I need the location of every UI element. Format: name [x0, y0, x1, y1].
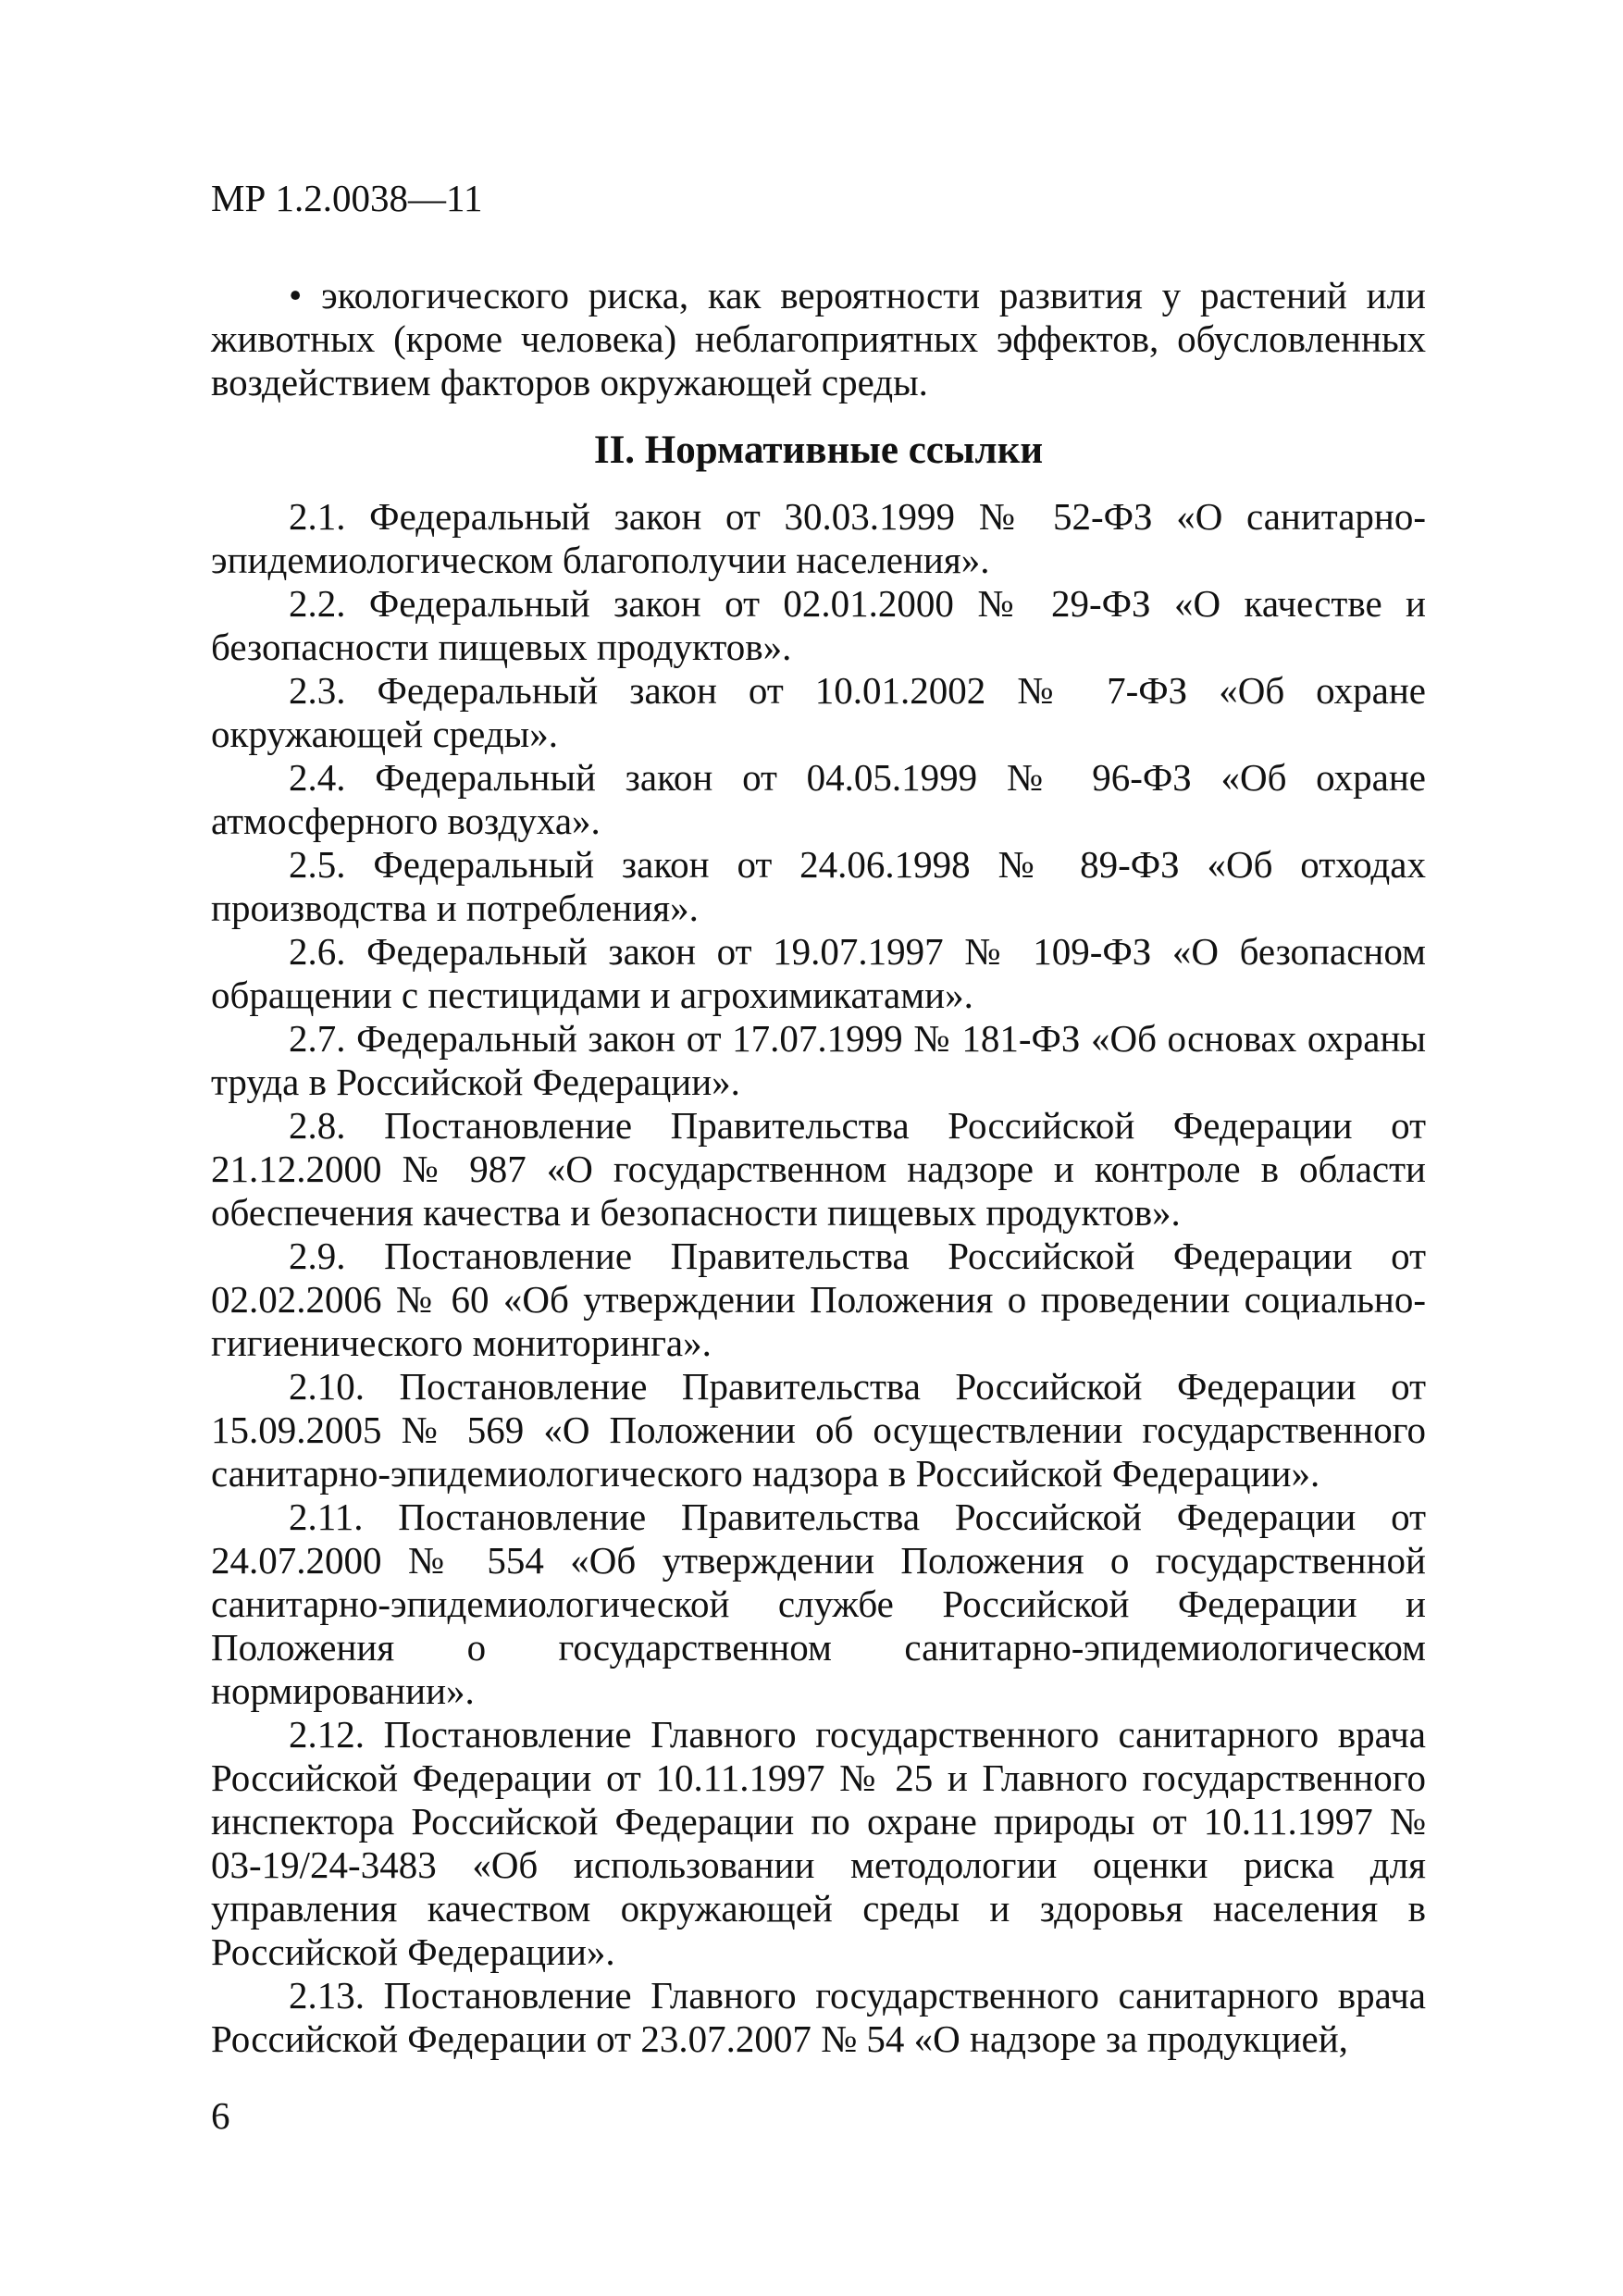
reference-item: 2.7. Федеральный закон от 17.07.1999 № 181-ФЗ «Об основах охраны труда в Российской Федерации».: [211, 1017, 1426, 1103]
reference-item: 2.5. Федеральный закон от 24.06.1998 № 89-ФЗ «Об отходах производства и потребления».: [211, 843, 1426, 929]
document-page: [211, 176, 1426, 2061]
intro-bullet-paragraph: • экологического риска, как вероятности развития у растений или животных (кроме человека) неблагоприятных эффектов, обусловленных воздействием факторов окружающей среды.: [211, 274, 1426, 403]
reference-item: 2.8. Постановление Правительства Российской Федерации от 21.12.2000 № 987 «О государственном надзоре и контроле в области обеспечения качества и безопасности пищевых продуктов».: [211, 1104, 1426, 1234]
reference-item: 2.6. Федеральный закон от 19.07.1997 № 109-ФЗ «О безопасном обращении с пестицидами и агрохимикатами».: [211, 930, 1426, 1016]
section-title: II. Нормативные ссылки: [593, 428, 1044, 472]
reference-item: 2.13. Постановление Главного государственного санитарного врача Российской Федерации от 23.07.2007 № 54 «О надзоре за продукцией,: [211, 1974, 1426, 2060]
reference-item: 2.11. Постановление Правительства Российской Федерации от 24.07.2000 № 554 «Об утверждении Положения о государственной санитарно-эпидемиологической службе Российской Федерации и Положения о государственном санитарно-эпидемиологическом нормировании».: [211, 1496, 1426, 1712]
reference-item: 2.3. Федеральный закон от 10.01.2002 № 7-ФЗ «Об охране окружающей среды».: [211, 669, 1426, 755]
reference-item: 2.2. Федеральный закон от 02.01.2000 № 29-ФЗ «О качестве и безопасности пищевых продуктов».: [211, 582, 1426, 668]
reference-item: 2.4. Федеральный закон от 04.05.1999 № 96-ФЗ «Об охране атмосферного воздуха».: [211, 756, 1426, 842]
reference-item: 2.9. Постановление Правительства Российской Федерации от 02.02.2006 № 60 «Об утверждении Положения о проведении социально-гигиенического мониторинга».: [211, 1235, 1426, 1364]
reference-item: 2.10. Постановление Правительства Российской Федерации от 15.09.2005 № 569 «О Положении об осуществлении государственного санитарно-эпидемиологического надзора в Российской Федерации».: [211, 1365, 1426, 1495]
page-number: 6: [211, 2094, 230, 2137]
document-code: МР 1.2.0038—11: [211, 177, 483, 219]
reference-item: 2.12. Постановление Главного государственного санитарного врача Российской Федерации от 10.11.1997 № 25 и Главного государственного инспектора Российской Федерации по охране природы от 10.11.1997 № 03-19/24-3483 «Об использовании методологии оценки риска для управления качеством окружающей среды и здоровья населения в Российской Федерации».: [211, 1713, 1426, 1973]
reference-item: 2.1. Федеральный закон от 30.03.1999 № 52-ФЗ «О санитарно-эпидемиологическом благополучии населения».: [211, 495, 1426, 581]
references-list: [211, 495, 1426, 2061]
